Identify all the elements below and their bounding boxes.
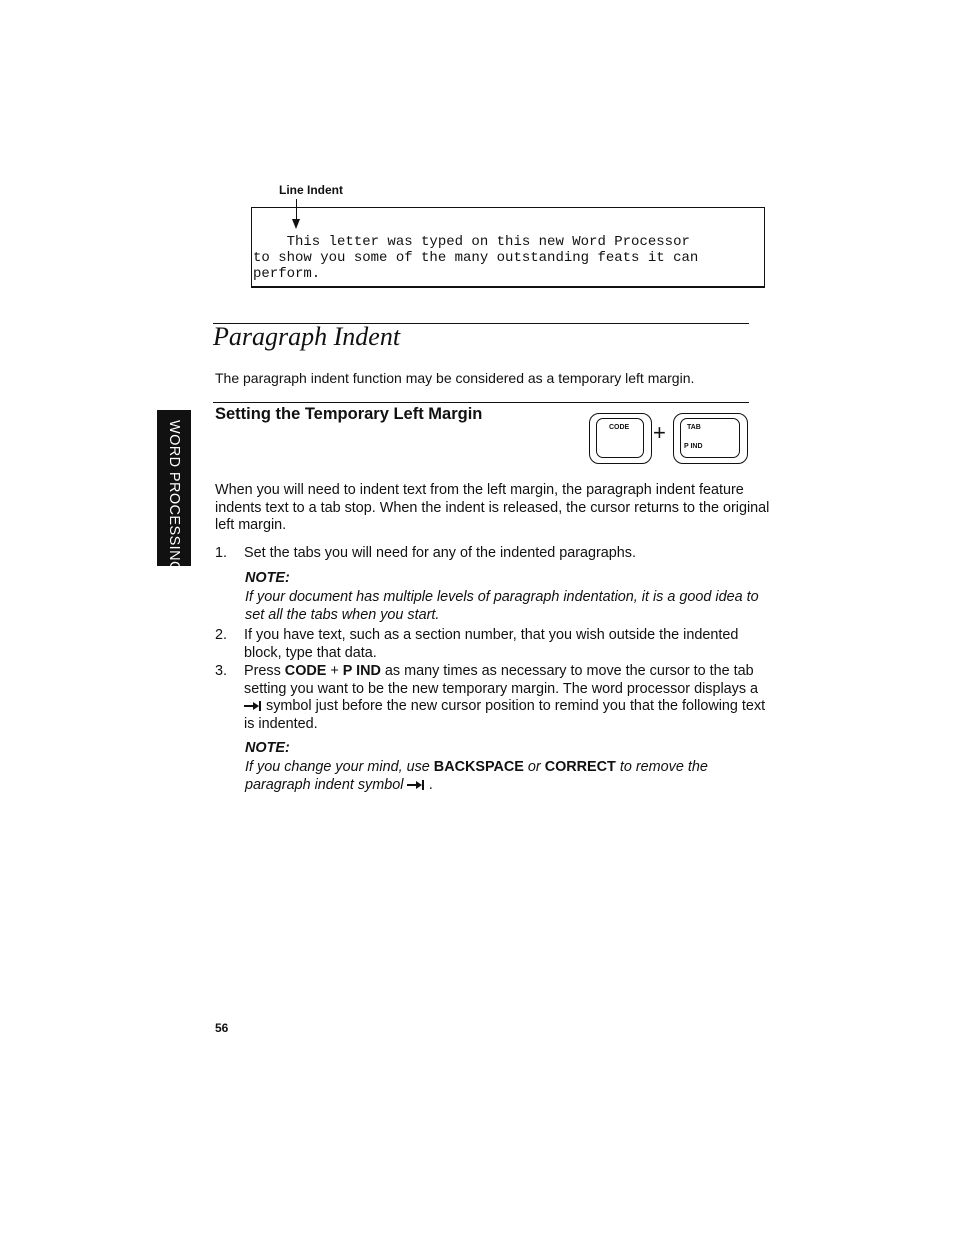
note-2-part-a: If you change your mind, use (245, 759, 434, 775)
code-key-label: CODE (609, 424, 630, 431)
step-1-text: Set the tabs you will need for any of the indented paragraphs. (244, 545, 637, 561)
code-key-icon (589, 413, 652, 464)
step-3-part-a: Press (244, 663, 285, 679)
plus-sign: + (653, 420, 666, 445)
step-3-part-b: as many times as necessary to move the cursor to the tab setting you want to be the new temporary margin. The word processor displays a (244, 663, 759, 697)
pind-key-label: P IND (684, 443, 703, 450)
step-2-text: If you have text, such as a section number, that you wish outside the indented block, type that data. (244, 627, 739, 661)
code-key-face (596, 418, 644, 458)
indent-symbol-icon-2 (407, 780, 425, 790)
section-title: Paragraph Indent (213, 322, 401, 351)
side-tab (157, 410, 191, 573)
step-2-number: 2. (215, 627, 228, 643)
section-rule-mid (213, 402, 749, 403)
note-2-correct-key: CORRECT (544, 759, 616, 775)
section-intro: The paragraph indent function may be considered as a temporary left margin. (215, 370, 695, 386)
note-1-label: NOTE: (245, 570, 290, 586)
note-2-label: NOTE: (245, 740, 290, 756)
sub-title: Setting the Temporary Left Margin (215, 405, 483, 423)
sample-text: This letter was typed on this new Word Processor to show you some of the many outstanding feats it can perform. (253, 234, 699, 282)
intro-paragraph: When you will need to indent text from the left margin, the paragraph indent feature indents text to a tab stop. When the indent is released, the cursor returns to the original left margin. (215, 482, 770, 534)
indent-arrow-icon (292, 219, 300, 229)
step-3-number: 3. (215, 663, 228, 679)
tab-pind-key-icon (673, 413, 748, 464)
tab-pind-key-face (680, 418, 740, 458)
note-1-text: If your document has multiple levels of paragraph indentation, it is a good idea to set all the tabs when you start. (245, 589, 759, 623)
step-3-part-c: symbol just before the new cursor position to remind you that the following text is indented. (244, 698, 766, 732)
step-3-pind-key: P IND (342, 663, 381, 679)
note-2-text (245, 758, 775, 794)
side-tab-label: WORD PROCESSING (166, 420, 182, 573)
step-3-text (244, 663, 774, 733)
note-2-end: . (425, 777, 434, 793)
figure-label: Line Indent (279, 183, 343, 197)
note-2-backspace-key: BACKSPACE (433, 759, 524, 775)
page-number: 56 (215, 1021, 229, 1035)
note-2-part-b: to remove the paragraph indent symbol (245, 759, 708, 793)
note-2-or: or (523, 759, 545, 775)
tab-key-label: TAB (687, 424, 701, 431)
indent-symbol-icon (244, 701, 262, 711)
step-1-number: 1. (215, 545, 228, 561)
step-3-plus: + (326, 663, 343, 679)
step-3-code-key: CODE (284, 663, 327, 679)
indent-arrow-line (296, 199, 297, 221)
